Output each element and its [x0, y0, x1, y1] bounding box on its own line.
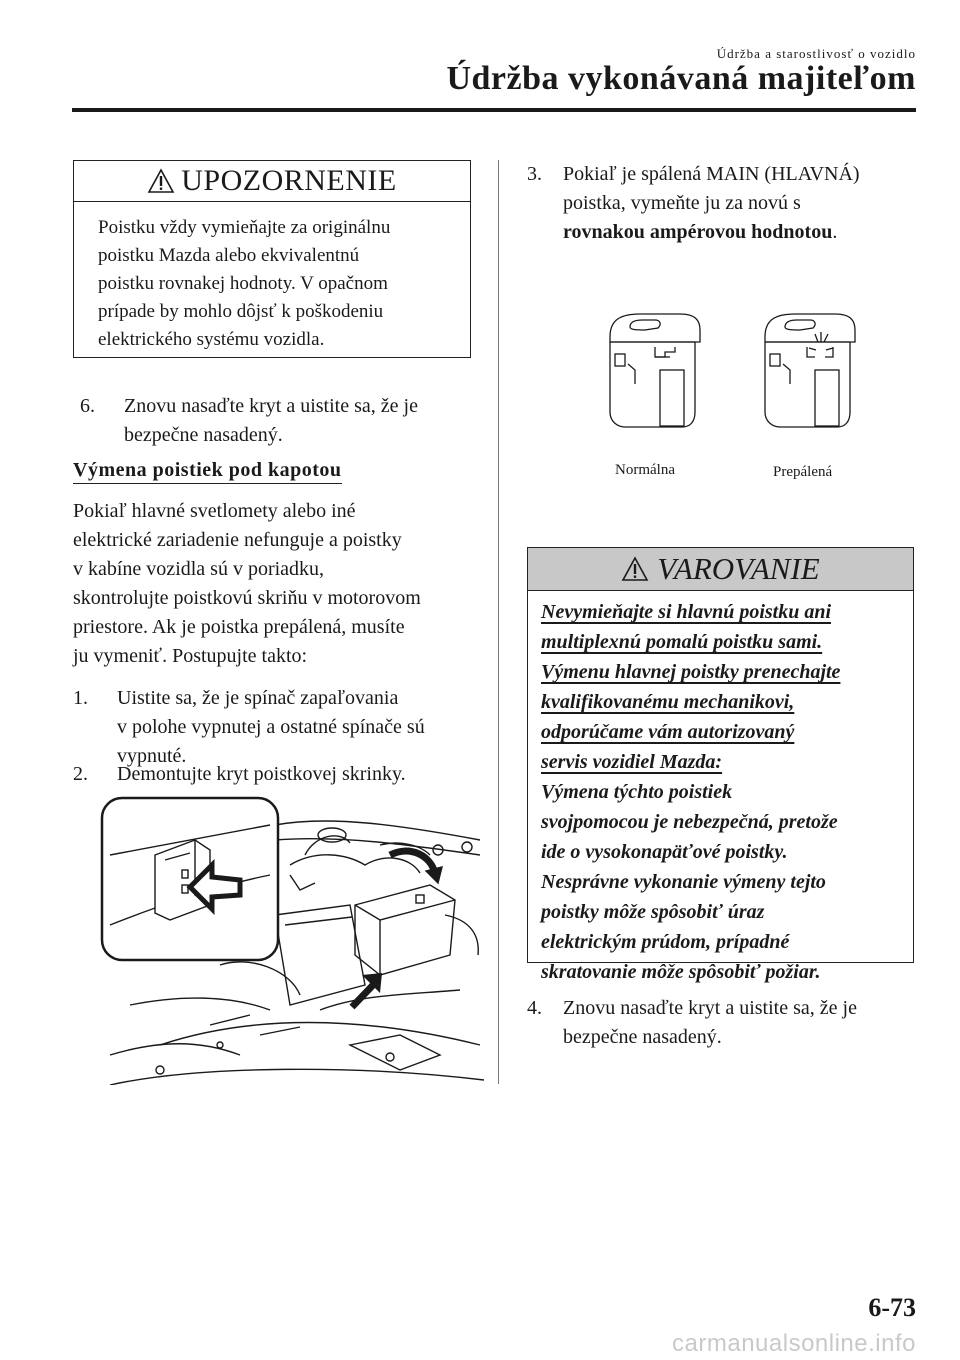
paragraph-line: priestore. Ak je poistka prepálená, musíte — [73, 616, 405, 638]
blown-fuse-icon — [765, 314, 855, 427]
step-text: poistka, vymeňte ju za novú s — [563, 192, 801, 214]
paragraph-line: v kabíne vozidla sú v poriadku, — [73, 558, 325, 580]
caution-line: Poistku vždy vymieňajte za originálnu — [98, 217, 391, 238]
paragraph-line: elektrické zariadenie nefunguje a poistky — [73, 529, 402, 551]
warning-line: Výmena týchto poistiek — [541, 781, 733, 803]
caution-heading: UPOZORNENIE — [181, 164, 397, 197]
fuse-illustration — [600, 312, 860, 462]
paragraph-line: ju vymeniť. Postupujte takto: — [73, 645, 308, 667]
step-text-bold: rovnakou ampérovou hodnotou — [563, 221, 833, 243]
caution-header — [74, 161, 470, 202]
page-title: Údržba vykonávaná majiteľom — [446, 60, 916, 97]
step-number: 6. — [80, 395, 95, 417]
warning-line: svojpomocou je nebezpečná, pretože — [541, 811, 838, 833]
step-number: 2. — [73, 763, 88, 785]
step-text: Znovu nasaďte kryt a uistite sa, že je — [563, 997, 857, 1019]
engine-bay-illustration — [100, 795, 484, 1085]
warning-line-underlined: odporúčame vám autorizovaný — [541, 721, 795, 743]
warning-heading: VAROVANIE — [657, 551, 820, 586]
warning-line-underlined: servis vozidiel Mazda: — [541, 751, 723, 773]
step-text: Pokiaľ je spálená MAIN (HLAVNÁ) — [563, 163, 860, 185]
step-number: 4. — [527, 997, 542, 1019]
caution-box — [73, 160, 471, 358]
warning-line: poistky môže spôsobiť úraz — [541, 901, 765, 923]
caution-line: poistku Mazda alebo ekvivalentnú — [98, 245, 360, 266]
warning-line: skratovanie môže spôsobiť požiar. — [541, 961, 821, 983]
step-text: bezpečne nasadený. — [124, 424, 283, 446]
warning-text — [528, 591, 913, 987]
paragraph-line: skontrolujte poistkovú skriňu v motorovom — [73, 587, 421, 609]
section-subtitle: Údržba a starostlivosť o vozidlo — [716, 46, 916, 61]
warning-line: Nesprávne vykonanie výmeny tejto — [541, 871, 826, 893]
warning-line: elektrickým prúdom, prípadné — [541, 931, 790, 953]
header-rule — [72, 108, 916, 112]
warning-line-underlined: Výmenu hlavnej poistky prenechajte — [541, 661, 841, 683]
watermark-link[interactable]: carmanualsonline.info — [672, 1330, 916, 1357]
warning-line-underlined: multiplexnú pomalú poistku sami. — [541, 631, 823, 653]
step-text: . — [832, 221, 838, 243]
step-text: Uistite sa, že je spínač zapaľovania — [117, 687, 399, 709]
warning-header — [528, 548, 913, 591]
caution-line: poistku rovnakej hodnoty. V opačnom — [98, 273, 388, 294]
warning-line: ide o vysokonapäťové poistky. — [541, 841, 788, 863]
warning-triangle-icon — [147, 168, 175, 194]
step-text: Znovu nasaďte kryt a uistite sa, že je — [124, 395, 418, 417]
fuse-label-normal: Normálna — [615, 462, 675, 478]
warning-line-underlined: Nevymieňajte si hlavnú poistku ani — [541, 601, 832, 623]
warning-triangle-icon — [621, 556, 649, 582]
step-text: Demontujte kryt poistkovej skrinky. — [117, 763, 406, 785]
caution-line: elektrického systému vozidla. — [98, 329, 325, 350]
fuse-label-blown: Prepálená — [773, 464, 833, 480]
page-number: 6-73 — [868, 1293, 916, 1322]
step-text: vypnuté. — [117, 745, 187, 767]
subheading-under-hood: Výmena poistiek pod kapotou — [73, 459, 342, 484]
step-number: 3. — [527, 163, 542, 185]
caution-text — [74, 202, 470, 354]
step-text: v polohe vypnutej a ostatné spínače sú — [117, 716, 425, 738]
under-hood-paragraph — [73, 497, 483, 671]
warning-line-underlined: kvalifikovanému mechanikovi, — [541, 691, 795, 713]
step-number: 1. — [73, 687, 88, 709]
normal-fuse-icon — [610, 314, 700, 427]
caution-line: prípade by mohlo dôjsť k poškodeniu — [98, 301, 384, 322]
warning-box — [527, 547, 914, 983]
step-text: bezpečne nasadený. — [563, 1026, 722, 1048]
paragraph-line: Pokiaľ hlavné svetlomety alebo iné — [73, 500, 356, 522]
column-divider — [498, 160, 499, 1084]
